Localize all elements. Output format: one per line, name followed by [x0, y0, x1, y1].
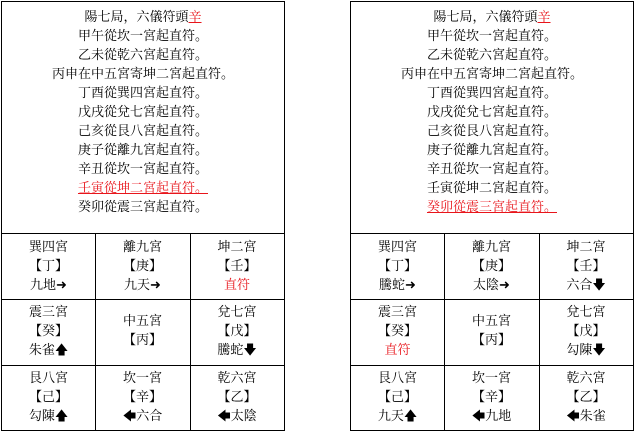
spirit-label: 騰蛇➜: [379, 278, 416, 293]
header-line: 乙未從乾六宮起直符。: [77, 48, 208, 63]
heavenly-stem: 【己】: [28, 390, 68, 405]
header-text-block: [2, 2, 284, 234]
heavenly-stem: 【戊】: [566, 324, 606, 339]
header-line: 庚子從離九宮起直符。: [426, 143, 557, 158]
palace-cell: [190, 365, 284, 430]
palace-name: 坎一宮: [471, 371, 511, 386]
palace-name: 坎一宮: [122, 371, 162, 386]
palace-cell: [95, 299, 190, 365]
palace-name: 坤二宮: [217, 240, 257, 255]
palace-name: 離九宮: [471, 240, 511, 255]
header-line: 己亥從艮八宮起直符。: [77, 124, 208, 139]
heavenly-stem: 【辛】: [122, 390, 162, 405]
palace-cell: [539, 365, 633, 430]
header-title: [351, 8, 633, 27]
palace-name: 中五宮: [122, 314, 162, 329]
palace-cell: [351, 365, 444, 430]
heavenly-stem: 【丁】: [377, 259, 417, 274]
spirit-label: 🡄朱雀: [566, 409, 606, 424]
heavenly-stem: 【庚】: [122, 259, 162, 274]
header-line: 癸卯從震三宮起直符。: [426, 200, 557, 215]
header-line: 丁酉從巽四宮起直符。: [77, 86, 208, 101]
palace-cell: [444, 299, 539, 365]
header-line: 乙未從乾六宮起直符。: [426, 48, 557, 63]
palace-cell: [351, 299, 444, 365]
qimen-panel-left: [1, 1, 285, 431]
header-title-highlight: 辛: [188, 10, 202, 25]
spirit-label: 太陰➜: [473, 278, 510, 293]
header-title-text: 陽七局，六儀符頭: [84, 10, 189, 25]
header-title: [2, 8, 284, 27]
header-line: 庚子從離九宮起直符。: [77, 143, 208, 158]
palace-name: 兌七宮: [217, 305, 257, 320]
spirit-label: 勾陳🡅: [28, 409, 69, 424]
header-text-block: [351, 2, 633, 234]
palace-name: 中五宮: [471, 314, 511, 329]
palace-name: 巽四宮: [377, 240, 417, 255]
palace-grid: [351, 234, 633, 430]
spirit-label: 騰蛇🡇: [217, 343, 257, 358]
heavenly-stem: 【丁】: [28, 259, 68, 274]
palace-cell: [2, 365, 95, 430]
spirit-label: 九天➜: [124, 278, 161, 293]
palace-cell: [2, 299, 95, 365]
heavenly-stem: 【癸】: [28, 324, 68, 339]
spirit-label: 九天🡅: [377, 409, 418, 424]
palace-name: 巽四宮: [28, 240, 68, 255]
qimen-panel-right: [350, 1, 634, 431]
palace-name: 艮八宮: [377, 371, 417, 386]
spirit-label: 朱雀🡅: [28, 343, 69, 358]
heavenly-stem: 【丙】: [471, 333, 511, 348]
palace-cell: [2, 234, 95, 299]
palace-cell: [539, 234, 633, 299]
palace-name: 乾六宮: [217, 371, 257, 386]
heavenly-stem: 【戊】: [217, 324, 257, 339]
spirit-label: 九地➜: [30, 278, 67, 293]
spirit-label: 🡄九地: [471, 409, 512, 424]
palace-name: 離九宮: [122, 240, 162, 255]
heavenly-stem: 【辛】: [471, 390, 511, 405]
palace-name: 艮八宮: [28, 371, 68, 386]
header-line: 丁酉從巽四宮起直符。: [426, 86, 557, 101]
header-line: 癸卯從震三宮起直符。: [77, 200, 208, 215]
header-title-highlight: 辛: [537, 10, 551, 25]
spirit-label: 🡄太陰: [217, 409, 257, 424]
header-line: 壬寅從坤二宮起直符。: [77, 181, 208, 196]
heavenly-stem: 【乙】: [217, 390, 257, 405]
spirit-label: 🡄六合: [122, 409, 163, 424]
spirit-label: 直符: [223, 278, 250, 293]
palace-name: 坤二宮: [566, 240, 606, 255]
palace-name: 兌七宮: [566, 305, 606, 320]
palace-grid: [2, 234, 284, 430]
header-line: 丙申在中五宮寄坤二宮起直符。: [51, 67, 234, 82]
heavenly-stem: 【癸】: [377, 324, 417, 339]
palace-cell: [444, 234, 539, 299]
heavenly-stem: 【壬】: [566, 259, 606, 274]
spirit-label: 直符: [384, 343, 411, 358]
header-line: 壬寅從坤二宮起直符。: [426, 181, 557, 196]
spirit-label: 勾陳🡇: [566, 343, 606, 358]
palace-cell: [190, 299, 284, 365]
heavenly-stem: 【庚】: [471, 259, 511, 274]
palace-name: 震三宮: [28, 305, 68, 320]
heavenly-stem: 【乙】: [566, 390, 606, 405]
heavenly-stem: 【己】: [377, 390, 417, 405]
heavenly-stem: 【壬】: [217, 259, 257, 274]
header-line: 戊戌從兌七宮起直符。: [77, 105, 208, 120]
palace-name: 震三宮: [377, 305, 417, 320]
spirit-label: 六合🡇: [566, 278, 606, 293]
palace-cell: [444, 365, 539, 430]
header-line: 甲午從坎一宮起直符。: [77, 29, 208, 44]
header-line: 己亥從艮八宮起直符。: [426, 124, 557, 139]
palace-name: 乾六宮: [566, 371, 606, 386]
palace-cell: [190, 234, 284, 299]
palace-cell: [539, 299, 633, 365]
header-line: 辛丑從坎一宮起直符。: [426, 162, 557, 177]
header-line: 戊戌從兌七宮起直符。: [426, 105, 557, 120]
palace-cell: [95, 365, 190, 430]
heavenly-stem: 【丙】: [122, 333, 162, 348]
header-line: 甲午從坎一宮起直符。: [426, 29, 557, 44]
header-line: 辛丑從坎一宮起直符。: [77, 162, 208, 177]
header-line: 丙申在中五宮寄坤二宮起直符。: [400, 67, 583, 82]
palace-cell: [351, 234, 444, 299]
header-title-text: 陽七局，六儀符頭: [433, 10, 538, 25]
palace-cell: [95, 234, 190, 299]
